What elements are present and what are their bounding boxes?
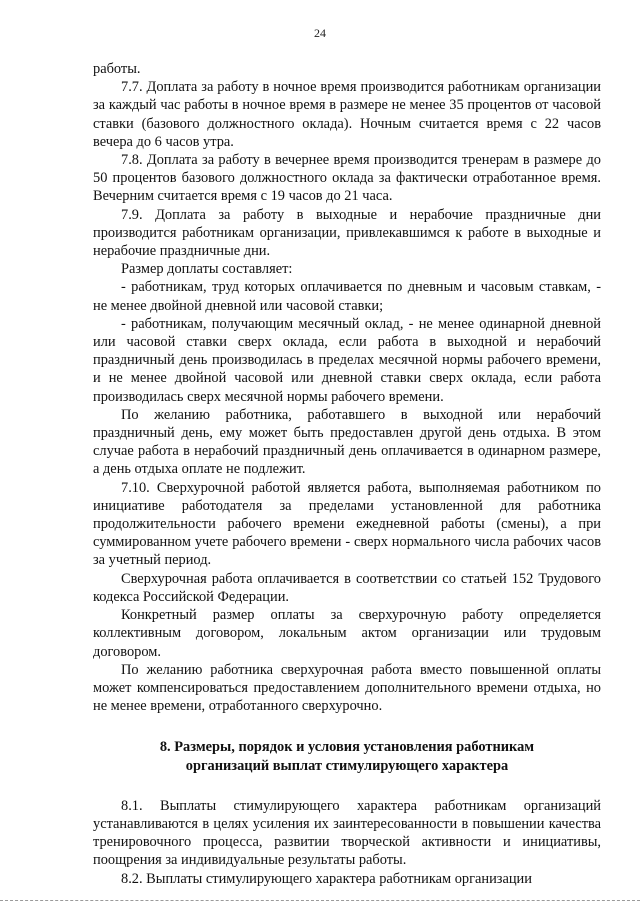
paragraph: 7.8. Доплата за работу в вечернее время производится тренерам в размере до 50 процентов базового должностного оклада за фактически отработанное время. Вечерним считается время с 19 часов до 21 часа. <box>93 152 601 205</box>
paragraph: - работникам, труд которых оплачивается по дневным и часовым ставкам, - не менее двойной дневной или часовой ставки; <box>93 279 601 314</box>
section-8-heading <box>93 738 601 774</box>
paragraph: работы. <box>93 61 141 77</box>
paragraph: 8.1. Выплаты стимулирующего характера работникам организаций устанавливаются в целях усиления их заинтересованности в повышении качества тренировочного процесса, развитии творческой активности и инициативы, поощрения за индивидуальные результаты работы. <box>93 797 601 869</box>
section-8-text <box>93 797 601 888</box>
paragraph: По желанию работника сверхурочная работа вместо повышенной оплаты может компенсироваться предоставлением дополнительного времени отдыха, но не менее времени, отработанного сверхурочно. <box>93 661 601 715</box>
paragraph: 7.10. Сверхурочной работой является работа, выполняемая работником по инициативе работодателя за пределами установленной для работника продолжительности рабочего времени ежедневной работы (смены), а при суммированном учете рабочего времени - сверх нормального числа рабочих часов за учетный период. <box>93 479 601 569</box>
paragraph: 7.9. Доплата за работу в выходные и нерабочие праздничные дни производится работникам организации, привлекавшимся к работе в выходные и нерабочие праздничные дни. <box>93 206 601 260</box>
paragraph: Конкретный размер оплаты за сверхурочную работу определяется коллективным договором, локальным актом организации или трудовым договором. <box>93 607 601 660</box>
paragraph: - работникам, получающим месячный оклад, - не менее одинарной дневной или часовой ставки сверх оклада, если работа в выходной и нерабочий праздничный день производилась в пределах месячной нормы рабочего времени, и не менее двойной часовой или дневной ставки сверх оклада, если работа производилась сверх месячной нормы рабочего времени. <box>93 315 601 405</box>
section-8-heading-line-2: организаций выплат стимулирующего характера <box>185 757 509 774</box>
section-8-heading-line-1: 8. Размеры, порядок и условия установления работникам <box>159 739 535 756</box>
section-7-text <box>93 60 601 715</box>
paragraph: По желанию работника, работавшего в выходной или нерабочий праздничный день, ему может быть предоставлен другой день отдыха. В этом случае работа в нерабочий праздничный день оплачивается в одинарном размере, а день отдыха оплате не подлежит. <box>93 406 601 478</box>
paragraph: 8.2. Выплаты стимулирующего характера работникам организации <box>121 870 532 887</box>
paragraph: Сверхурочная работа оплачивается в соответствии со статьей 152 Трудового кодекса Российской Федерации. <box>93 570 601 605</box>
document-body <box>93 60 601 888</box>
paragraph: Размер доплаты составляет: <box>121 261 293 278</box>
page-bottom-edge <box>0 900 640 902</box>
paragraph: 7.7. Доплата за работу в ночное время производится работникам организации за каждый час работы в ночное время в размере не менее 35 процентов от часовой ставки (базового должностного оклада). Ночным считается время с 22 часов вечера до 6 часов утра. <box>93 79 601 150</box>
page-number: 24 <box>314 26 326 40</box>
